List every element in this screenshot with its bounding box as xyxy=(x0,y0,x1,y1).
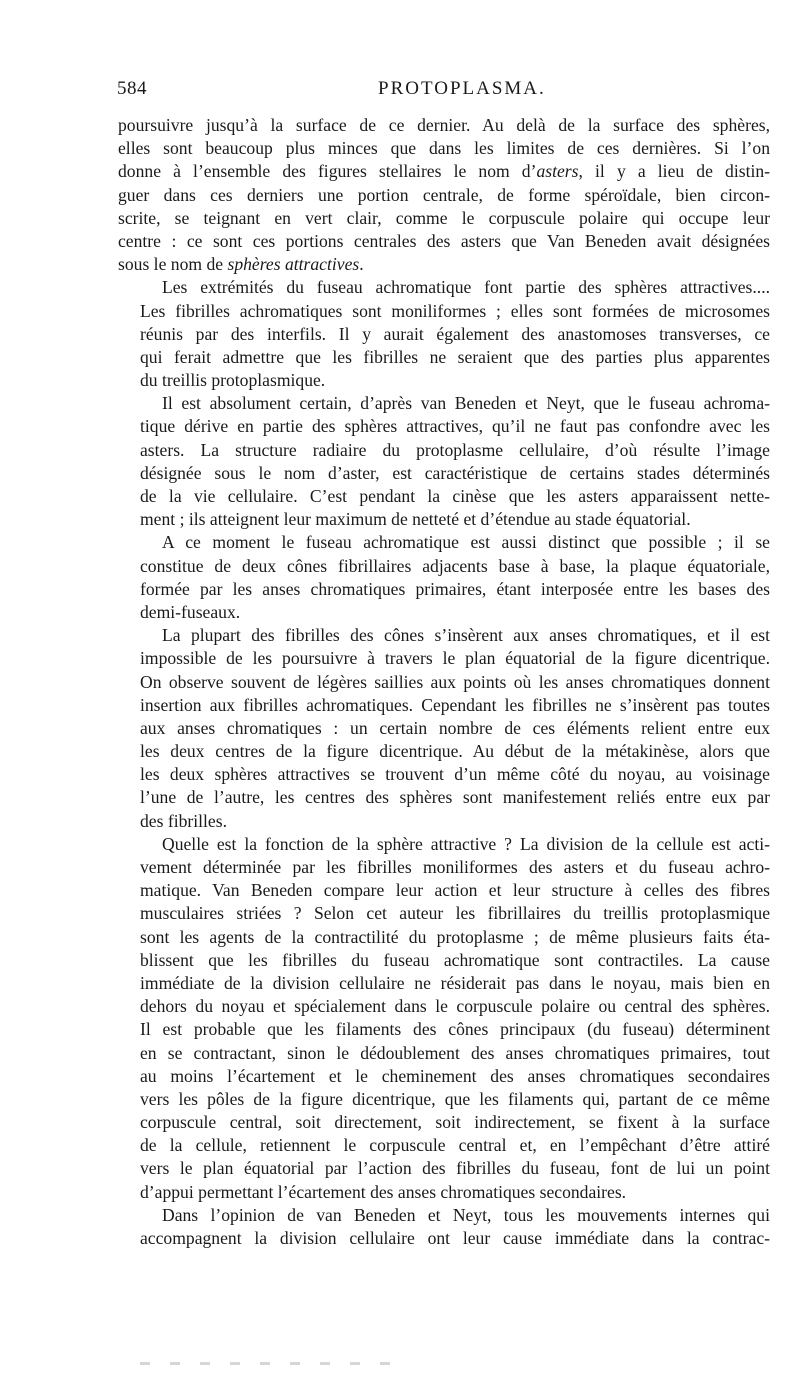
text-line: en se contractant, sinon le dédoublement des anses chromatiques primaires, tout xyxy=(140,1042,770,1063)
text-line: du treillis protoplasmique. xyxy=(140,370,326,391)
paragraph xyxy=(118,624,770,833)
text-line: asters. La structure radiaire du protoplasme cellulaire, d’où résulte l’image xyxy=(140,439,770,460)
text-line: vers les pôles de la figure dicentrique, que les filaments qui, partant de ce même xyxy=(140,1088,770,1109)
text-line: constitue de deux cônes fibrillaires adjacents base à base, la plaque équatoriale, xyxy=(140,555,770,576)
page-number: 584 xyxy=(117,78,147,99)
text-line: Il est absolument certain, d’après van Beneden et Neyt, que le fuseau achroma- xyxy=(162,393,770,414)
text-line: centre : ce sont ces portions centrales des asters que Van Beneden avait désignées xyxy=(118,230,770,251)
body-text xyxy=(118,114,770,1250)
text-line: musculaires striées ? Selon cet auteur les fibrillaires du treillis protoplasmique xyxy=(140,903,770,924)
paragraph xyxy=(118,1204,770,1250)
text-line: accompagnent la division cellulaire ont leur cause immédiate dans la contrac- xyxy=(140,1228,770,1248)
text-line: elles sont beaucoup plus minces que dans les limites de ces dernières. Si l’on xyxy=(118,138,770,159)
text-line: d’appui permettant l’écartement des anses chromatiques secondaires. xyxy=(140,1181,627,1202)
text-line: sont les agents de la contractilité du protoplasme ; de même plusieurs faits éta- xyxy=(140,926,770,947)
text-line: vers le plan équatorial par l’action des fibrilles du fuseau, font de lui un point xyxy=(140,1158,770,1179)
text-line: sous le nom de sphères attractives. xyxy=(118,254,364,275)
text-line: Les fibrilles achromatiques sont moniliformes ; elles sont formées de microsomes xyxy=(140,300,770,321)
text-line: les deux centres de la figure dicentrique. Au début de la métakinèse, alors que xyxy=(140,741,770,762)
text-line: au moins l’écartement et le cheminement des anses chromatiques secondaires xyxy=(140,1065,770,1086)
paragraph xyxy=(118,531,770,624)
italic-term: asters xyxy=(536,161,579,182)
text-line: impossible de les poursuivre à travers le plan équatorial de la figure dicentrique. xyxy=(140,648,770,669)
text-line: On observe souvent de légères saillies aux points où les anses chromatiques donnent xyxy=(140,671,770,692)
text-line: qui ferait admettre que les fibrilles ne seraient que des parties plus apparentes xyxy=(140,346,770,367)
text-line: formée par les anses chromatiques primaires, étant interposée entre les bases des xyxy=(140,578,770,599)
text-line: de la vie cellulaire. C’est pendant la cinèse que les asters apparaissent nette- xyxy=(140,486,770,506)
text-line: immédiate de la division cellulaire ne résiderait pas dans le noyau, mais bien en xyxy=(140,972,770,993)
text-line: matique. Van Beneden compare leur action et leur structure à celles des fibres xyxy=(140,880,770,901)
text-line: demi-fuseaux. xyxy=(140,601,241,622)
text-line: Il est probable que les filaments des cônes principaux (du fuseau) déterminent xyxy=(140,1019,770,1040)
text-line: guer dans ces derniers une portion centrale, de forme spéroïdale, bien circon- xyxy=(118,184,770,205)
text-line: Les extrémités du fuseau achromatique font partie des sphères attractives.... xyxy=(162,277,770,298)
text-line: réunis par des interfils. Il y aurait également des anastomoses transverses, ce xyxy=(140,323,770,344)
text-line: tique dérive en partie des sphères attractives, qu’il ne faut pas confondre avec les xyxy=(140,416,770,437)
text-line: l’une de l’autre, les centres des sphères sont manifestement reliés entre eux par xyxy=(140,787,770,808)
italic-term: sphères attractives xyxy=(227,254,360,275)
text-line: Quelle est la fonction de la sphère attractive ? La division de la cellule est acti- xyxy=(162,833,770,854)
text-line: de la cellule, retiennent le corpuscule central et, en l’empêchant d’être attiré xyxy=(140,1135,770,1156)
paragraph xyxy=(118,833,770,1204)
text-line: donne à l’ensemble des figures stellaires le nom d’asters, il y a lieu de distin- xyxy=(118,161,770,182)
paragraph xyxy=(118,276,770,392)
paragraph xyxy=(118,392,770,531)
text-line: désignée sous le nom d’aster, est caractéristique de certains stades déterminés xyxy=(140,462,770,483)
scan-smudge xyxy=(140,1362,390,1365)
running-title: PROTOPLASMA. xyxy=(378,78,546,99)
text-line: poursuivre jusqu’à la surface de ce dernier. Au delà de la surface des sphères, xyxy=(118,115,770,135)
paragraph xyxy=(118,114,770,276)
text-line: aux anses chromatiques : un certain nombre de ces éléments relient entre eux xyxy=(140,717,770,738)
text-line: vement déterminée par les fibrilles moniliformes des asters et du fuseau achro- xyxy=(140,857,770,877)
text-line: corpuscule central, soit directement, soit indirectement, se fixent à la surface xyxy=(140,1112,770,1133)
text-line: les deux sphères attractives se trouvent d’un même côté du noyau, au voisinage xyxy=(140,764,770,785)
text-line: blissent que les fibrilles du fuseau achromatique sont contractiles. La cause xyxy=(140,949,770,970)
text-line: dehors du noyau et spécialement dans le corpuscule polaire ou central des sphères. xyxy=(140,996,770,1017)
text-line: La plupart des fibrilles des cônes s’insèrent aux anses chromatiques, et il est xyxy=(162,625,770,646)
text-line: insertion aux fibrilles achromatiques. Cependant les fibrilles ne s’insèrent pas toutes xyxy=(140,694,770,715)
text-line: scrite, se teignant en vert clair, comme le corpuscule polaire qui occupe leur xyxy=(118,207,770,228)
text-line: A ce moment le fuseau achromatique est aussi distinct que possible ; il se xyxy=(162,532,770,553)
text-line: Dans l’opinion de van Beneden et Neyt, tous les mouvements internes qui xyxy=(162,1204,770,1225)
text-line: des fibrilles. xyxy=(140,810,227,831)
text-line: ment ; ils atteignent leur maximum de netteté et d’étendue au stade équatorial. xyxy=(140,509,691,530)
